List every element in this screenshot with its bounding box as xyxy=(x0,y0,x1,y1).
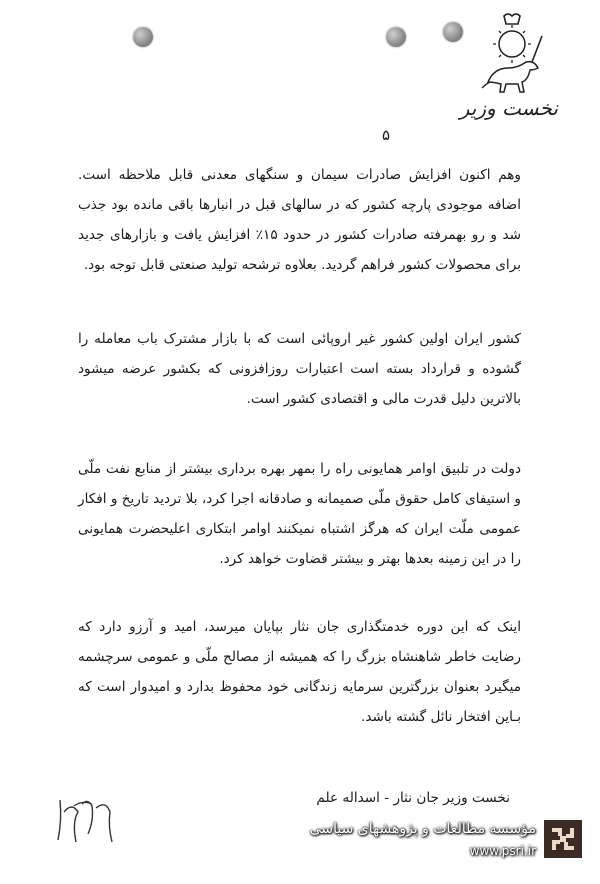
punch-hole xyxy=(443,22,463,42)
watermark-footer xyxy=(298,816,582,872)
lion-and-sun-emblem-icon xyxy=(474,10,552,100)
paragraph-exports: وهم اکنون افزایش صادرات سیمان و سنگهای معدنی قابل ملاحظه است. اضافه موجودی پارچه کشور که در سالهای قبل در انبارها باقی مانده بود جذب شد و رو بهمرفته صادرات کشور در حدود ۱۵٪ افزایش یافت و بازارهای جدید برای محصولات کشور فراهم گردید. بعلاوه ترشحه تولید صنعتی قابل توجه بود. xyxy=(78,167,522,273)
paragraph-oil-resources: دولت در تلبیق اوامر همایونی راه را بمهر بهره برداری بیشتر از منابع نفت ملّی و استیفای کامل حقوق ملّی صمیمانه و صادقانه اجرا کرد، بلا تردید تاریخ و افکار عمومی ملّت ایران که هرگز اشتباه نمیکنند اوامر ابتکاری اعلیحضرت همایونی را در این زمینه بعدها بهتر و بیشتر قضاوت خواهد کرد. xyxy=(78,461,521,567)
organization-name: مؤسسه مطالعات و پژوهشهای سیاسی xyxy=(309,821,536,837)
page-number: ۵ xyxy=(382,126,391,144)
signature-line: نخست وزیر جان نثار - اسداله علم xyxy=(316,790,510,806)
psri-logo-icon xyxy=(544,820,582,858)
paragraph-closing: اینک که این دوره خدمتگذاری جان نثار بپایان میرسد، امید و آرزو دارد که رضایت خاطر شاهنشاه بزرگ را که همیشه از مصالح ملّی و عمومی سرچشمه میگیرد بعنوان بزرگترین سرمایه زندگانی خود محفوظ بدارد و امیدوار است که بـاین افتخار نائل گشته باشد. xyxy=(78,619,521,725)
punch-hole xyxy=(386,27,406,47)
letter-body xyxy=(78,160,521,776)
punch-hole xyxy=(133,27,153,47)
paragraph-common-market: کشور ایران اولین کشور غیر اروپائی است که با بازار مشترک باب معامله را گشوده و قرارداد بسته است اعتبارات روزافزونی که بکشور عرضه میشود بالاترین دلیل قدرت مالی و اقتصادی کشور است. xyxy=(78,331,521,407)
handwritten-annotation xyxy=(54,790,124,854)
footer-text xyxy=(310,818,536,862)
website-link[interactable]: www.psri.ir xyxy=(469,844,536,858)
office-title: نخست وزیر xyxy=(459,96,558,120)
